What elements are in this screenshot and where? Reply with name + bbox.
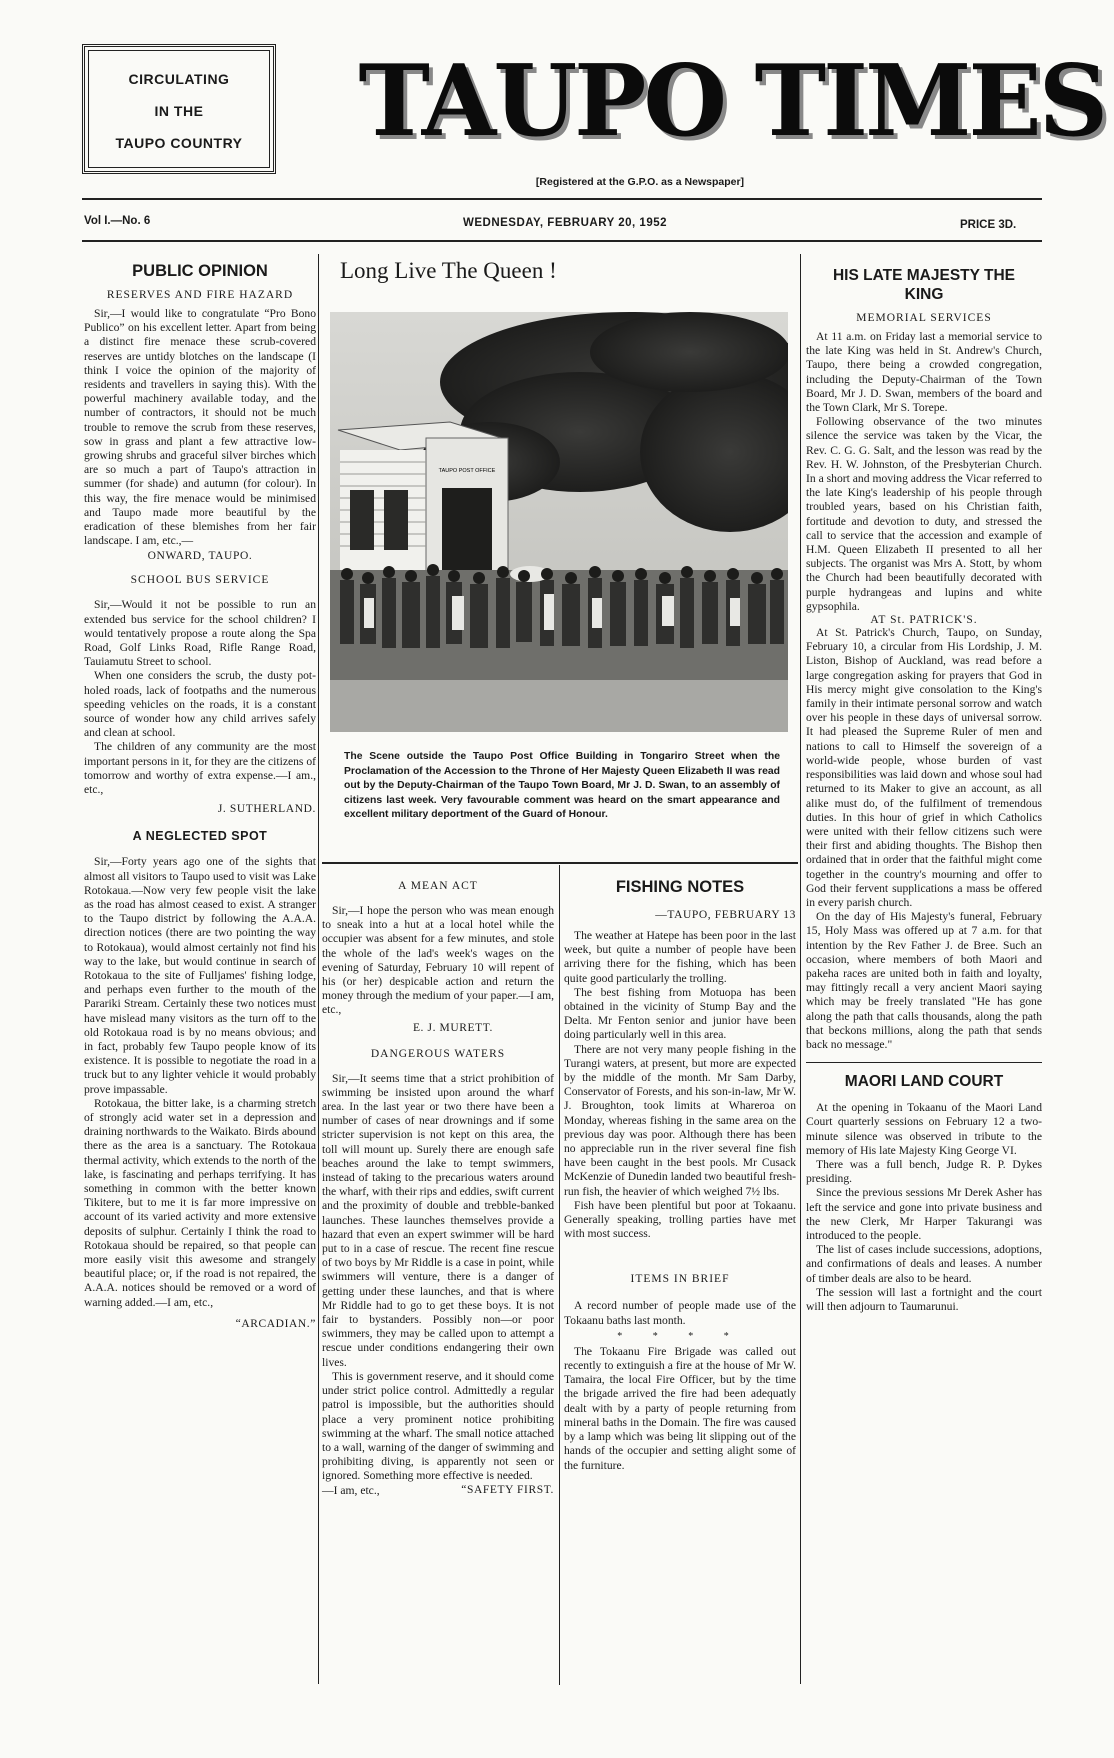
circulation-line-3: TAUPO COUNTRY: [115, 135, 243, 151]
bus-letter-signature: J. SUTHERLAND.: [217, 803, 316, 816]
court-paragraph: There was a full bench, Judge R. P. Dykes presiding.: [806, 1157, 1042, 1186]
bus-letter-paragraph: Sir,—Would it not be possible to run an extended bus service for the school children? I would tentatively propose a route along the Spa Road, Golf Links Road, Rifle Range Road, Tauiamutu Street to school.: [84, 598, 316, 669]
memorial-paragraph: At St. Patrick's Church, Taupo, on Sunday, February 10, a circular from His Lordship, J. M. Liston, Bishop of Auckland, was read before a large congregation asking for prayers that God in His mercy might give consolation to the King's family in their intimate personal sorrow and watch over his people in these days of universal sorrow. It had pleased the Supreme Ruler of men and nations to call to Himself the sovereign of a world-wide people, whose burden of vast responsibilities was laid down and whose soul had returned to its Maker to give an account, as all alike must do, of the fulfilment of tremendous duties. In this hour of grief in which Catholics were united with their fellow citizens such were their first and abiding thoughts. The Bishop then ordained that in order that the faithful might come together in the country's mourning and offer to God their fervent supplications a mass be offered in every parish church.: [806, 626, 1042, 909]
fishing-paragraph: There are not very many people fishing in the Turangi waters, at present, but more are expected by the middle of the month. Mr Sam Darby, Conservator of Forests, and his son-in-law, Mr W. J. Broughton, took limits at Whareroa on Monday, whereas fishing in the same area on the previous day was poor. Although there has been no appreciable run in the river several fine fish have been caught in the best pools. Mr Cusack McKenzie of Dunedin landed two beautiful fresh-run fish, the heavier of which weighed 7½ lbs.: [564, 1042, 796, 1198]
column-public-opinion: [84, 258, 316, 1330]
court-paragraph: The list of cases include successions, adoptions, and confirmations of deals and leases. A number of timber deals are also to be heard.: [806, 1243, 1042, 1285]
circulation-line-2: IN THE: [154, 103, 204, 119]
post-office-photo: [330, 312, 788, 732]
issue-date: WEDNESDAY, FEBRUARY 20, 1952: [462, 217, 668, 229]
brief-item: The Tokaanu Fire Brigade was called out recently to extinguish a fire at the house of Mr W. Tamaira, the local Fire Officer, but by the time the brigade arrived the fire had been adequatly dealt with by a party of people returning from mineral baths in the Domain. The fire was caused by a lamp which was being lit slipping out of the hands of the occupier and setting alight some of the furniture.: [564, 1344, 796, 1472]
masthead-rule-bottom: [82, 240, 1042, 242]
maori-land-court-heading: MAORI LAND COURT: [844, 1073, 1004, 1091]
late-king-heading: HIS LATE MAJESTY THE KING: [832, 267, 1015, 303]
column-king: [806, 262, 1042, 1314]
dangerous-waters-paragraph: This is government reserve, and it should come under strict police control. Admittedly a regular patrol is impossible, but the authorities should place a very prominent notice prohibiting swimming at the wharf. The small notice attached to a wall, warning of the danger of swimming and prohibiting diving, is apparently not seen or ignored. Something more effective is needed.: [322, 1369, 554, 1483]
price: PRICE 3D.: [960, 219, 1017, 231]
reserves-letter-title: RESERVES AND FIRE HAZARD: [106, 289, 294, 301]
bus-letter-title: SCHOOL BUS SERVICE: [130, 574, 270, 587]
masthead-rule-top: [82, 198, 1042, 200]
mean-act-signature: E. J. MURETT.: [412, 1021, 494, 1034]
crowd: [330, 564, 788, 732]
volume-number: Vol I.—No. 6: [84, 215, 151, 227]
brief-separator: * * * *: [617, 1330, 743, 1342]
fishing-notes-title: FISHING NOTES: [615, 878, 745, 896]
bus-letter-paragraph: When one considers the scrub, the dusty pot-holed roads, lack of footpaths and the numerous speeding vehicles on the roads, it is a constant source of wonder how any child arrives safely and clean at school.: [84, 669, 316, 740]
queen-feature: [322, 254, 798, 821]
fishing-paragraph: The weather at Hatepe has been poor in the last week, but quite a number of people have been arriving there for the fishing, which has been quite good particularly the trolling.: [564, 929, 796, 985]
reserves-letter-body: Sir,—I would like to congratulate “Pro Bono Publico” on his excellent letter. Apart from being a distinct fire menace these scrub-covered reserves are untidy blotches on the landscape (I think I voice the opinion of the majority of residents and travellers in saying this). With the powerful machinery available today, and the number of contractors, it should not be much trouble to remove the scrub from these reserves, sow in grass and plant a few attractive low-growing shrubs and graceful silver birches which are so much a part of Taupo's attraction in summer (for shade) and autumn (for colour). In this way, the fire menace would be minimised and Taupo made more beautiful by the eradication of these blemishes from her fair landscape. I am, etc.,—: [84, 307, 316, 548]
dangerous-waters-title: DANGEROUS WATERS: [370, 1047, 506, 1060]
fishing-paragraph: The best fishing from Motuopa has been obtained in the vicinity of Stump Bay and the Delta. Mr Fenton senior and junior have been doing particularly well in this area.: [564, 985, 796, 1042]
neglected-spot-title: A NEGLECTED SPOT: [132, 829, 268, 844]
mean-act-title: A MEAN ACT: [398, 880, 478, 892]
st-patricks-subheading: AT St. PATRICK'S.: [870, 614, 978, 627]
photo-caption: The Scene outside the Taupo Post Office Building in Tongariro Street when the Proclamation of the Accession to the Throne of Her Majesty Queen Elizabeth II was read out by the Deputy-Chairman of the Taupo Town Board, Mr J. D. Swan, to an assembly of citizens last week. Very favourable comment was heard on the smart appearance and excellent military deportment of the Guard of Honour.: [344, 751, 780, 821]
column-rule-2: [800, 254, 801, 1684]
court-paragraph: At the opening in Tokaanu of the Maori Land Court quarterly sessions on February 12 a two-minute silence was observed in tribute to the memory of His late Majesty King George VI.: [806, 1101, 1042, 1157]
court-rule: [806, 1062, 1042, 1063]
brief-item: A record number of people made use of the Tokaanu baths last month.: [564, 1299, 796, 1327]
column-rule-3: [559, 865, 560, 1685]
dangerous-waters-closing: —I am, etc.,: [322, 1483, 380, 1497]
registered-notice: [Registered at the G.P.O. as a Newspaper]: [535, 176, 745, 188]
memorial-paragraph: On the day of His Majesty's funeral, February 15, Holy Mass was offered up at 7 a.m. for that intention by the Rev Father J. de Bree. Such an occasion, where members of both Maori and pakeha races are united both in faith and loyalty, may fittingly recall a very ancient Maori saying which may be freely translated "He has gone along the path that calls thousands, along the path that beckons millions, along the path that sends back no message.": [806, 910, 1042, 1051]
court-paragraph: Since the previous sessions Mr Derek Asher has left the service and gone into private business and the new Clerk, Mr Harper Takurangi was introduced to the people.: [806, 1186, 1042, 1242]
center-bottom-rule: [322, 862, 798, 864]
neglected-spot-signature: “ARCADIAN.”: [235, 1317, 316, 1330]
memorial-paragraph: At 11 a.m. on Friday last a memorial service to the late King was held in St. Andrew's Church, Taupo, there being a crowded congregation, including the Deputy-Chairman of the Town Board, Mr J. D. Swan, members of the board and the Town Clark, Mr S. Torepe.: [806, 330, 1042, 415]
newspaper-title: TAUPO TIMES: [358, 44, 1106, 159]
memorial-services-subheading: MEMORIAL SERVICES: [856, 312, 992, 324]
public-opinion-heading: PUBLIC OPINION: [132, 262, 268, 280]
fishing-dateline: —TAUPO, FEBRUARY 13: [655, 909, 796, 921]
reserves-letter-signature: ONWARD, TAUPO.: [147, 550, 253, 563]
column-fishing: [564, 872, 796, 1473]
dangerous-waters-signature: “SAFETY FIRST.: [461, 1483, 554, 1496]
neglected-spot-paragraph: Sir,—Forty years ago one of the sights that almost all visitors to Taupo used to visit was Lake Rotokaua.—Now very few people visit the lake as the road has almost ceased to exist. A stranger to the Taupo district by following the A.A.A. direction notices (there are two pointing the way to Rotokaua), would almost certainly not find his way to the lake, but would continue in search of Rotokaua to the site of Fulljames' fishing lodge, and perhaps even further to the mouth of the Parariki Stream. Certainly these two notices must have mislead many visitors as the turn off to the old Rotokaua road is by no means obvious; and in fact, probably few Taupo people know of its existence. It is possible to negotiate the road in a truck but to any lighter vehicle it would probably prove impassable.: [84, 855, 316, 1096]
court-paragraph: The session will last a fortnight and the court will then adjourn to Taumarunui.: [806, 1285, 1042, 1313]
items-in-brief-title: ITEMS IN BRIEF: [630, 1273, 730, 1286]
circulation-line-1: CIRCULATING: [128, 71, 230, 87]
column-letters: [322, 872, 554, 1498]
queen-feature-heading: Long Live The Queen !: [340, 258, 557, 283]
neglected-spot-paragraph: Rotokaua, the bitter lake, is a charming stretch of strongly acid water set in a depression and draining northwards to the Waikato. Birds abound there as the area is a sanctuary. The Rotokaua thermal activity, which extends to the north of the lake, is fascinating and perhaps terrifying. It has something in common with the better known Tikitere, but to me it is far more impressive on account of its varied activity and more extensive deposits of sulphur. Certainly I think the road to Rotokaua should be repaired, so that people can more easily visit this awesome and strangely beautiful place; or, if the road is not repaired, the A.A.A. notices should be removed or a word of warning added.—I am, etc.,: [84, 1096, 316, 1309]
mean-act-body: Sir,—I hope the person who was mean enough to sneak into a hut at a local hotel while the occupier was absent for a few minutes, and stole the whole of the lad's week's wages on the evening of Saturday, February 10 will repent of his (or her) despicable action and return the money through the medium of your paper.—I am, etc.,: [322, 904, 554, 1017]
post-office-sign: TAUPO POST OFFICE: [438, 468, 496, 474]
fishing-paragraph: Fish have been plentiful but poor at Tokaanu. Generally speaking, trolling parties have met with most success.: [564, 1198, 796, 1241]
bus-letter-paragraph: The children of any community are the most important persons in it, for they are the citizens of tomorrow and worthy of extra expense.—I am., etc.,: [84, 740, 316, 797]
column-rule-1: [318, 254, 319, 1684]
circulation-box: [82, 44, 276, 174]
memorial-paragraph: Following observance of the two minutes silence the service was taken by the Vicar, the Rev. C. G. G. Salt, and the lesson was read by the Rev. H. W. Johnston, of the Presbyterian Church. In a short and moving address the Vicar referred to the late King's leadership of his people through troubled years, based on his Christian faith, fortitude and devotion to duty, and stressed the call to service that the accession and example of H.M. Queen Elizabeth II presented to all her subjects. The organist was Mrs A. Stott, by whom the Church had been beautifully decorated with purple hydrangeas and lupins and white gypsophila.: [806, 415, 1042, 613]
dangerous-waters-paragraph: Sir,—It seems time that a strict prohibition of swimming be insisted upon around the wharf area. In the last year or two there have been a number of cases of near drownings and if some stricter supervision is not kept on this area, the toll will mount up. Surely there are enough safe beaches around the lake to tempt swimmers, instead of taking to the precarious waters around the wharf, with their rips and eddies, swift current and the proximity of double and trebble-banked launches. These launches themselves provide a hazard that even an expert swimmer will be hard put to in a case of rescue. The recent fine rescue of two boys by Mr Riddle is a case in point, while swimmers will venture, there is a danger of getting under these launches, and that is where Mr Riddle had to go to get these boys. It is not fair to bystanders. Possibly non—or poor swimmers, they may be called upon to attempt a rescue under conditions endangering their own lives.: [322, 1071, 554, 1369]
